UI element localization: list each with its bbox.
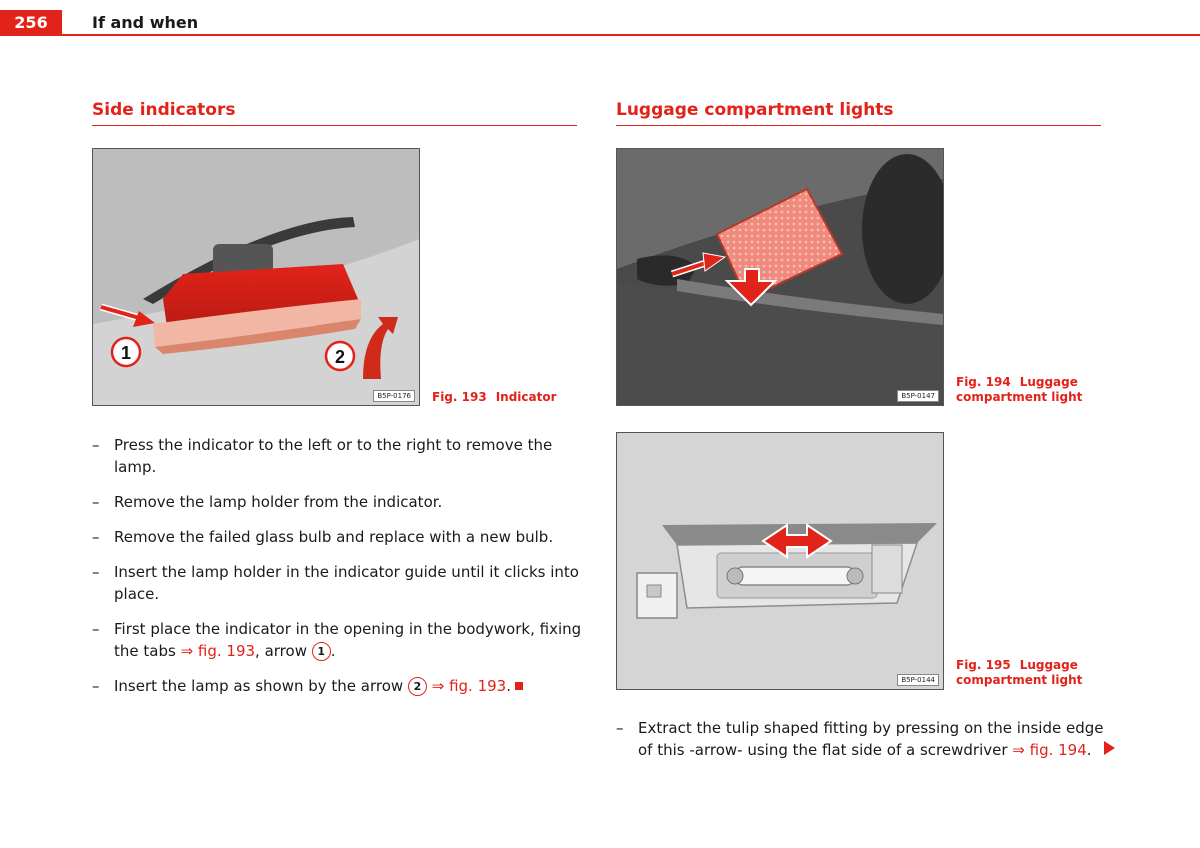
end-of-section-mark bbox=[515, 682, 523, 690]
list-item: – Insert the lamp holder in the indicator guide until it clicks into place. bbox=[92, 563, 579, 603]
marker-1-badge: 1 bbox=[312, 642, 331, 661]
figure-193-indicator-image bbox=[92, 148, 420, 406]
list-item: – First place the indicator in the opening in the bodywork, fixing the tabs ⇒ fig. 193, arrow 1 . bbox=[92, 620, 582, 660]
figure-caption-text: Luggage compartment light bbox=[956, 658, 1083, 687]
header-rule bbox=[62, 34, 1200, 36]
figure-194-luggage-light-image bbox=[616, 148, 944, 406]
marker-2-text: 2 bbox=[334, 347, 346, 367]
figure-code: B5P-0147 bbox=[897, 390, 939, 402]
luggage-light-steps bbox=[616, 717, 1106, 774]
figure-193-caption bbox=[432, 390, 557, 405]
marker-1-text: 1 bbox=[120, 343, 132, 363]
marker-2-badge: 2 bbox=[408, 677, 427, 696]
list-item: – Remove the lamp holder from the indicator. bbox=[92, 493, 443, 511]
chapter-title: If and when bbox=[92, 13, 199, 32]
list-item: – Press the indicator to the left or to the right to remove the lamp. bbox=[92, 436, 553, 476]
figure-caption-text: Indicator bbox=[495, 390, 557, 404]
figure-caption-text: Luggage compartment light bbox=[956, 375, 1083, 404]
figure-195-luggage-light-image bbox=[616, 432, 944, 690]
fig-194-link[interactable]: ⇒ fig. 194 bbox=[1012, 741, 1087, 759]
side-indicator-steps bbox=[92, 434, 582, 710]
figure-code: B5P-0176 bbox=[373, 390, 415, 402]
continue-arrow-icon bbox=[1104, 741, 1115, 755]
page-number: 256 bbox=[0, 10, 62, 36]
figure-194-caption bbox=[956, 375, 1096, 405]
figure-195-caption bbox=[956, 658, 1096, 688]
figure-label: Fig. 194 bbox=[956, 375, 1011, 389]
figure-code: B5P-0144 bbox=[897, 674, 939, 686]
list-item: – Insert the lamp as shown by the arrow 2 ⇒ fig. 193. bbox=[92, 675, 582, 697]
luggage-lights-heading: Luggage compartment lights bbox=[616, 100, 1101, 126]
figure-label: Fig. 193 bbox=[432, 390, 487, 404]
list-item: – Extract the tulip shaped fitting by pressing on the inside edge of this -arrow- using the flat side of a screwdriver ⇒ fig. 194. bbox=[616, 719, 1104, 759]
figure-label: Fig. 195 bbox=[956, 658, 1011, 672]
list-item: – Remove the failed glass bulb and replace with a new bulb. bbox=[92, 528, 554, 546]
side-indicators-heading: Side indicators bbox=[92, 100, 577, 126]
fig-193-link[interactable]: ⇒ fig. 193 bbox=[180, 642, 256, 660]
fig-193-link[interactable]: ⇒ fig. 193 bbox=[431, 677, 507, 695]
